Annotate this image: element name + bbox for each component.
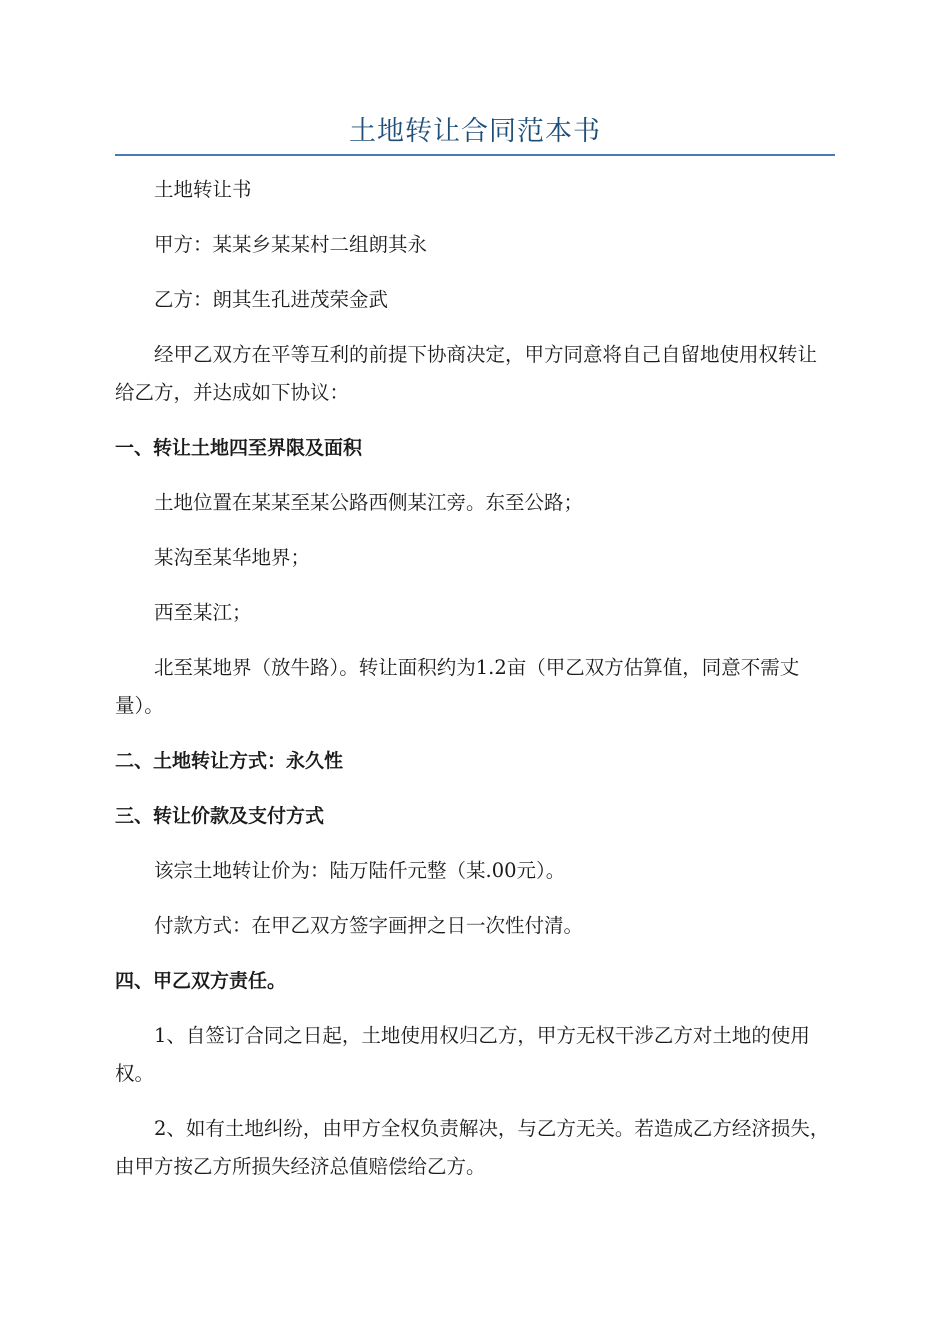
title-underline bbox=[115, 154, 835, 156]
paragraph-doc-label: 土地转让书 bbox=[154, 178, 252, 201]
section-heading-2: 二、土地转让方式：永久性 bbox=[115, 750, 344, 772]
paragraph-south-boundary: 某沟至某华地界； bbox=[154, 546, 311, 569]
document-body bbox=[115, 171, 835, 1203]
paragraph-location: 土地位置在某某至某公路西侧某江旁。东至公路； bbox=[154, 491, 584, 514]
paragraph-party-a: 甲方：某某乡某某村二组朗其永 bbox=[154, 233, 428, 256]
paragraph-responsibility-1: 1、自签订合同之日起，土地使用权归乙方，甲方无权干涉乙方对土地的使用权。 bbox=[115, 1024, 810, 1085]
paragraph-north-boundary: 北至某地界（放牛路）。转让面积约为1.2亩（甲乙双方估算值，同意不需丈量）。 bbox=[115, 656, 800, 717]
paragraph-west-boundary: 西至某江； bbox=[154, 601, 252, 624]
paragraph-responsibility-2: 2、如有土地纠纷，由甲方全权负责解决，与乙方无关。若造成乙方经济损失，由甲方按乙方所损失经济总值赔偿给乙方。 bbox=[115, 1117, 830, 1178]
paragraph-payment: 付款方式：在甲乙双方签字画押之日一次性付清。 bbox=[154, 914, 584, 937]
paragraph-party-b: 乙方：朗其生孔进茂荣金武 bbox=[154, 288, 389, 311]
section-heading-1: 一、转让土地四至界限及面积 bbox=[115, 437, 363, 459]
section-heading-4: 四、甲乙双方责任。 bbox=[115, 970, 287, 992]
document-title: 土地转让合同范本书 bbox=[349, 116, 601, 147]
section-heading-3: 三、转让价款及支付方式 bbox=[115, 805, 325, 827]
paragraph-price: 该宗土地转让价为：陆万陆仟元整（某.00元）。 bbox=[154, 859, 566, 882]
paragraph-preamble: 经甲乙双方在平等互利的前提下协商决定，甲方同意将自己自留地使用权转让给乙方，并达成如下协议： bbox=[115, 343, 818, 404]
